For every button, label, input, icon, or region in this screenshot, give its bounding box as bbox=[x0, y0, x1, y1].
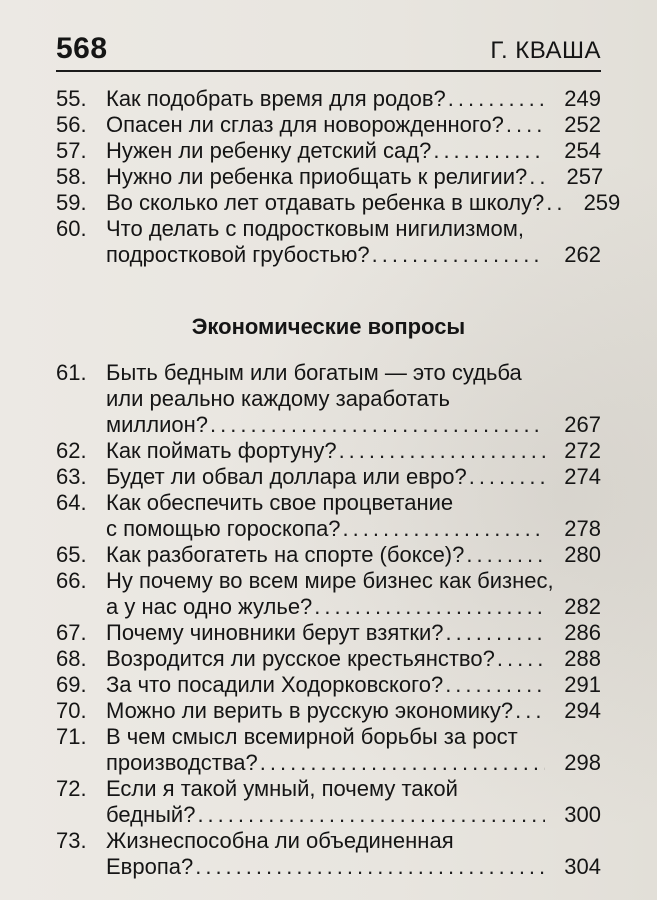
dot-leader bbox=[546, 190, 564, 216]
toc-entry bbox=[56, 620, 601, 646]
entry-title-last-line bbox=[106, 464, 601, 490]
page-reference: 259 bbox=[583, 190, 621, 215]
entry-number: 67. bbox=[56, 620, 87, 645]
entry-content bbox=[94, 138, 601, 164]
entry-number: 72. bbox=[56, 776, 87, 801]
entry-title-line: Как поймать фортуну? bbox=[106, 438, 337, 463]
toc-entry bbox=[56, 86, 601, 112]
page-reference: 262 bbox=[564, 242, 601, 267]
entry-title-last-line bbox=[106, 112, 601, 138]
toc-entry bbox=[56, 216, 601, 268]
toc-entry bbox=[56, 646, 601, 672]
entry-title-last-line bbox=[106, 542, 601, 568]
entry-title-line: Как разбогатеть на спорте (боксе)? bbox=[106, 542, 465, 567]
entry-title-line: а у нас одно жулье? bbox=[106, 594, 313, 619]
entry-title-line: Жизнеспособна ли объединенная bbox=[106, 828, 454, 853]
entry-content bbox=[94, 620, 601, 646]
entry-title-line: с помощью гороскопа? bbox=[106, 516, 341, 541]
entry-title-line: В чем смысл всемирной борьбы за рост bbox=[106, 724, 518, 749]
dot-leader bbox=[529, 164, 547, 190]
page-reference: 249 bbox=[564, 86, 601, 111]
page-reference: 267 bbox=[564, 412, 601, 437]
entry-title-line: Европа? bbox=[106, 854, 194, 879]
section-title: Экономические вопросы bbox=[191, 314, 466, 339]
entry-title-line: Можно ли верить в русскую экономику? bbox=[106, 698, 514, 723]
page-reference: 278 bbox=[564, 516, 601, 541]
entry-content bbox=[94, 216, 601, 268]
entry-title-last-line bbox=[106, 672, 601, 698]
page-reference: 300 bbox=[564, 802, 601, 827]
page-reference: 272 bbox=[564, 438, 601, 463]
toc-bottom-entries bbox=[56, 360, 601, 880]
dot-leader bbox=[506, 112, 545, 138]
dot-leader bbox=[433, 138, 545, 164]
toc-entry bbox=[56, 672, 601, 698]
entry-title-line: Быть бедным или богатым — это судьба bbox=[106, 360, 522, 385]
entry-content bbox=[94, 86, 601, 112]
entry-content bbox=[94, 828, 601, 880]
page-reference: 282 bbox=[564, 594, 601, 619]
toc-entry bbox=[56, 138, 601, 164]
page-number: 568 bbox=[56, 32, 108, 65]
entry-title-last-line bbox=[106, 164, 604, 190]
entry-number: 70. bbox=[56, 698, 87, 723]
entry-title-last-line bbox=[106, 516, 601, 542]
entry-title-line: Если я такой умный, почему такой bbox=[106, 776, 458, 801]
entry-content bbox=[94, 724, 601, 776]
entry-number: 73. bbox=[56, 828, 87, 853]
entry-title-line: Что делать с подростковым нигилизмом, bbox=[106, 216, 524, 241]
entry-content bbox=[94, 490, 601, 542]
entry-title-last-line bbox=[106, 594, 601, 620]
entry-title-line: Нужен ли ребенку детский сад? bbox=[106, 138, 432, 163]
page-header bbox=[56, 28, 601, 72]
dot-leader bbox=[197, 802, 545, 828]
page-reference: 298 bbox=[564, 750, 601, 775]
entry-content bbox=[94, 646, 601, 672]
entry-title-last-line bbox=[106, 138, 601, 164]
entry-title-last-line bbox=[106, 646, 601, 672]
entry-content bbox=[94, 542, 601, 568]
entry-number: 57. bbox=[56, 138, 87, 163]
dot-leader bbox=[466, 542, 545, 568]
running-head: Г. КВАША bbox=[490, 37, 601, 64]
entry-content bbox=[94, 776, 601, 828]
dot-leader bbox=[195, 854, 545, 880]
entry-title-line: подростковой грубостью? bbox=[106, 242, 370, 267]
entry-title-line: бедный? bbox=[106, 802, 196, 827]
toc-entry bbox=[56, 568, 601, 620]
dot-leader bbox=[445, 672, 545, 698]
toc-entry bbox=[56, 438, 601, 464]
entry-content bbox=[94, 568, 601, 620]
toc-entry bbox=[56, 776, 601, 828]
toc-entry bbox=[56, 724, 601, 776]
entry-content bbox=[94, 438, 601, 464]
entry-title-line: За что посадили Ходорковского? bbox=[106, 672, 444, 697]
dot-leader bbox=[445, 620, 545, 646]
entry-title-last-line bbox=[106, 802, 601, 828]
dot-leader bbox=[314, 594, 545, 620]
toc-entry bbox=[56, 698, 601, 724]
entry-number: 55. bbox=[56, 86, 87, 111]
toc-entry bbox=[56, 490, 601, 542]
dot-leader bbox=[343, 516, 545, 542]
entry-title-line: Во сколько лет отдавать ребенка в школу? bbox=[106, 190, 545, 215]
toc-entry bbox=[56, 164, 604, 190]
toc-entry bbox=[56, 112, 601, 138]
dot-leader bbox=[515, 698, 545, 724]
entry-title-last-line bbox=[106, 86, 601, 112]
entry-number: 62. bbox=[56, 438, 87, 463]
entry-title-line: Ну почему во всем мире бизнес как бизнес, bbox=[106, 568, 554, 593]
entry-number: 65. bbox=[56, 542, 87, 567]
entry-content bbox=[94, 164, 604, 190]
entry-number: 61. bbox=[56, 360, 87, 385]
page-reference: 280 bbox=[564, 542, 601, 567]
entry-title-line: Нужно ли ребенка приобщать к религии? bbox=[106, 164, 528, 189]
entry-number: 60. bbox=[56, 216, 87, 241]
entry-title-line: миллион? bbox=[106, 412, 208, 437]
page-reference: 286 bbox=[564, 620, 601, 645]
entry-title-line: или реально каждому заработать bbox=[106, 386, 450, 411]
toc-entry bbox=[56, 542, 601, 568]
entry-title-line: Как обеспечить свое процветание bbox=[106, 490, 454, 515]
dot-leader bbox=[210, 412, 545, 438]
page-reference: 294 bbox=[564, 698, 601, 723]
toc-entry bbox=[56, 464, 601, 490]
entry-content bbox=[94, 698, 601, 724]
page-reference: 252 bbox=[564, 112, 601, 137]
page-reference: 274 bbox=[564, 464, 601, 489]
page-reference: 304 bbox=[564, 854, 601, 879]
entry-title-line: производства? bbox=[106, 750, 258, 775]
entry-number: 69. bbox=[56, 672, 87, 697]
toc-entry bbox=[56, 360, 601, 438]
dot-leader bbox=[260, 750, 545, 776]
entry-content bbox=[94, 464, 601, 490]
entry-content bbox=[94, 112, 601, 138]
entry-title-last-line bbox=[106, 750, 601, 776]
entry-content bbox=[94, 190, 621, 216]
entry-title-last-line bbox=[106, 698, 601, 724]
entry-title-last-line bbox=[106, 438, 601, 464]
entry-title-line: Как подобрать время для родов? bbox=[106, 86, 446, 111]
entry-number: 64. bbox=[56, 490, 87, 515]
entry-title-line: Возродится ли русское крестьянство? bbox=[106, 646, 495, 671]
table-of-contents bbox=[56, 86, 621, 880]
entry-title-last-line bbox=[106, 620, 601, 646]
entry-title-last-line bbox=[106, 190, 621, 216]
dot-leader bbox=[448, 86, 545, 112]
toc-entry bbox=[56, 828, 601, 880]
entry-title-last-line bbox=[106, 412, 601, 438]
dot-leader bbox=[339, 438, 545, 464]
dot-leader bbox=[469, 464, 545, 490]
dot-leader bbox=[497, 646, 545, 672]
entry-number: 56. bbox=[56, 112, 87, 137]
entry-title-last-line bbox=[106, 854, 601, 880]
entry-number: 66. bbox=[56, 568, 87, 593]
entry-number: 63. bbox=[56, 464, 87, 489]
entry-number: 59. bbox=[56, 190, 87, 215]
entry-number: 71. bbox=[56, 724, 87, 749]
toc-entry bbox=[56, 190, 621, 216]
dot-leader bbox=[372, 242, 545, 268]
page-reference: 257 bbox=[566, 164, 604, 189]
page-reference: 291 bbox=[564, 672, 601, 697]
entry-content bbox=[94, 360, 601, 438]
entry-title-line: Почему чиновники берут взятки? bbox=[106, 620, 444, 645]
entry-title-line: Опасен ли сглаз для новорожденного? bbox=[106, 112, 504, 137]
page-reference: 254 bbox=[564, 138, 601, 163]
entry-title-line: Будет ли обвал доллара или евро? bbox=[106, 464, 467, 489]
entry-number: 58. bbox=[56, 164, 87, 189]
toc-top-entries bbox=[56, 86, 621, 268]
entry-number: 68. bbox=[56, 646, 87, 671]
entry-title-last-line bbox=[106, 242, 601, 268]
entry-content bbox=[94, 672, 601, 698]
page-reference: 288 bbox=[564, 646, 601, 671]
